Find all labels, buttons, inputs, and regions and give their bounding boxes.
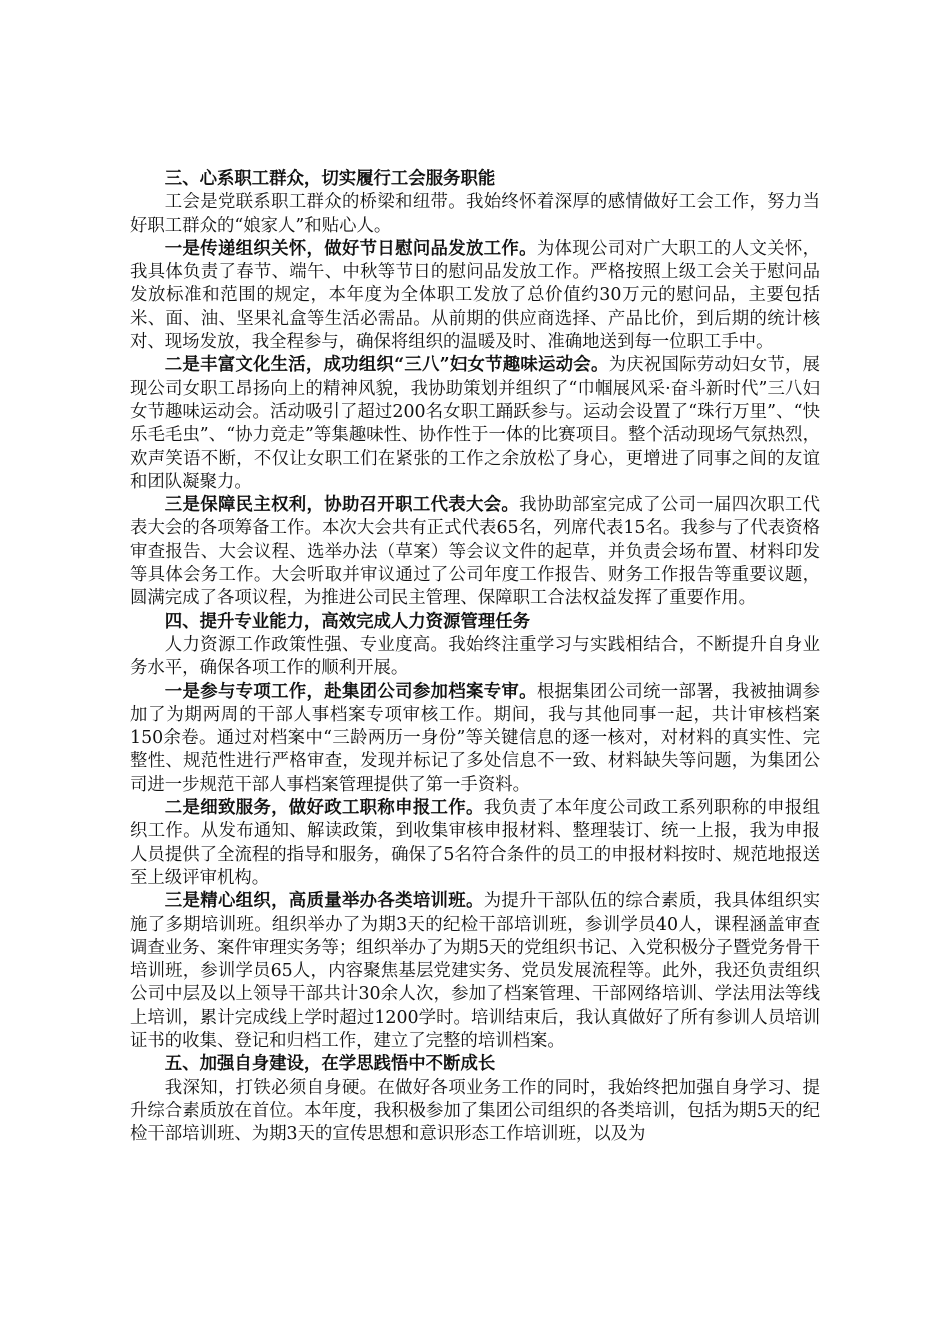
paragraph-womens-day [130, 354, 820, 494]
paragraph-lead: 一是传递组织关怀，做好节日慰问品发放工作。 [164, 238, 537, 259]
paragraph-self-development: 我深知，打铁必须自身硬。在做好各项业务工作的同时，我始终把加强自身学习、提升综合素质放在首位。本年度，我积极参加了集团公司组织的各类培训，包括为期5天的纪检干部培训班、为期3天的宣传思想和意识形态工作培训班，以及为 [130, 1077, 820, 1145]
section-heading-5: 五、加强自身建设，在学思践悟中不断成长 [164, 1054, 496, 1075]
paragraph-workers-congress [130, 494, 820, 610]
paragraph-lead: 二是丰富文化生活，成功组织“三八”妇女节趣味运动会。 [164, 355, 609, 376]
paragraph-lead: 一是参与专项工作，赴集团公司参加档案专审。 [164, 681, 537, 702]
paragraph-holiday-gifts [130, 238, 820, 354]
paragraph-lead: 三是保障民主权利，协助召开职工代表大会。 [164, 495, 520, 516]
paragraph-body: 根据集团公司统一部署，我被抽调参加了为期两周的干部人事档案专项审核工作。期间，我与其他同事一起，共计审核档案150余卷。通过对档案中“三龄两历一身份”等关键信息的逐一核对，对材料的真实性、完整性、规范性进行严格审查，发现并标记了多处信息不一致、材料缺失等问题，为集团公司进一步规范干部人事档案管理提供了第一手资料。 [130, 681, 820, 795]
paragraph-body: 为庆祝国际劳动妇女节，展现公司女职工昂扬向上的精神风貌，我协助策划并组织了“巾帼展风采·奋斗新时代”三八妇女节趣味运动会。活动吸引了超过200名女职工踊跃参与。运动会设置了“珠行万里”、“快乐毛毛虫”、“协力竞走”等集趣味性、协作性于一体的比赛项目。整个活动现场气氛热烈，欢声笑语不断，不仅让女职工们在紧张的工作之余放松了身心，更增进了同事之间的友谊和团队凝聚力。 [130, 355, 820, 492]
section-heading-4: 四、提升专业能力，高效完成人力资源管理任务 [164, 611, 531, 632]
paragraph-lead: 二是细致服务，做好政工职称申报工作。 [164, 798, 484, 819]
paragraph-body: 为体现公司对广大职工的人文关怀，我具体负责了春节、端午、中秋等节日的慰问品发放工作。严格按照上级工会关于慰问品发放标准和范围的规定，本年度为全体职工发放了总价值约30万元的慰问品，主要包括米、面、油、坚果礼盒等生活必需品。从前期的供应商选择、产品比价，到后期的统计核对、现场发放，我全程参与，确保将组织的温暖及时、准确地送到每一位职工手中。 [130, 238, 820, 353]
paragraph-hr-intro: 人力资源工作政策性强、专业度高。我始终注重学习与实践相结合，不断提升自身业务水平，确保各项工作的顺利开展。 [130, 634, 820, 679]
paragraph-archive-review [130, 681, 820, 797]
paragraph-body: 我负责了本年度公司政工系列职称的申报组织工作。从发布通知、解读政策，到收集审核申报材料、整理装订、统一上报，我为申报人员提供了全流程的指导和服务，确保了5名符合条件的员工的申报材料按时、规范地报送至上级评审机构。 [130, 798, 820, 888]
paragraph-body: 我协助部室完成了公司一届四次职工代表大会的各项筹备工作。本次大会共有正式代表65名，列席代表15名。我参与了代表资格审查报告、大会议程、选举办法（草案）等会议文件的起草，并负责会场布置、材料印发等具体会务工作。大会听取并审议通过了公司年度工作报告、财务工作报告等重要议题，圆满完成了各项议程，为推进公司民主管理、保障职工合法权益发挥了重要作用。 [130, 495, 820, 609]
paragraph-training [130, 890, 820, 1053]
paragraph-lead: 三是精心组织，高质量举办各类培训班。 [164, 891, 484, 912]
paragraph-title-application [130, 797, 820, 890]
paragraph-union-intro: 工会是党联系职工群众的桥梁和纽带。我始终怀着深厚的感情做好工会工作，努力当好职工群众的“娘家人”和贴心人。 [130, 192, 820, 236]
paragraph-body: 为提升干部队伍的综合素质，我具体组织实施了多期培训班。组织举办了为期3天的纪检干部培训班，参训学员40人，课程涵盖审查调查业务、案件审理实务等；组织举办了为期5天的党组织书记、入党积极分子暨党务骨干培训班，参训学员65人，内容聚焦基层党建实务、党员发展流程等。此外，我还负责组织公司中层及以上领导干部共计30余人次，参加了档案管理、干部网络培训、学法用法等线上培训，累计完成线上学时超过1200学时。培训结束后，我认真做好了所有参训人员培训证书的收集、登记和归档工作，建立了完整的培训档案。 [130, 891, 820, 1051]
section-heading-3: 三、心系职工群众，切实履行工会服务职能 [164, 169, 496, 189]
